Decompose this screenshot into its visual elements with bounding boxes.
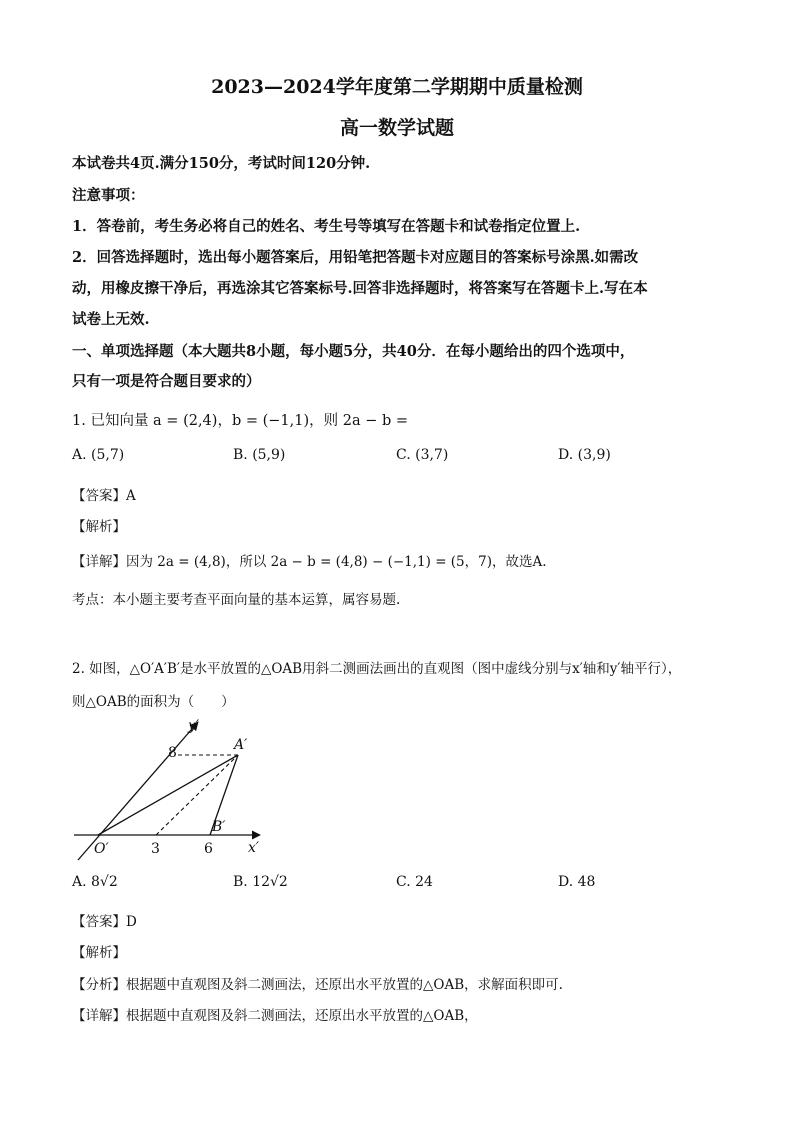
oblique-projection-figure [62,712,278,864]
tick-label-3: 3 [151,841,160,857]
q1-option-d: D. (3,9) [558,447,611,463]
page-subtitle: 高一数学试题 [339,117,454,139]
q2-option-d: D. 48 [558,874,596,890]
q1-detail: 【详解】因为 2a = (4,8)，所以 2a − b = (4,8) − (−1,1) = (5，7)，故选A. [72,554,547,570]
notice-title: 注意事项： [72,187,145,204]
exam-info: 本试卷共4页.满分150分，考试时间120分钟. [72,155,371,172]
tick-label-8: 8 [168,745,177,761]
y-axis [78,722,198,860]
label-o-prime: O′ [94,841,109,857]
question-2-stem-line-1: 2. 如图，△O′A′B′是水平放置的△OAB用斜二测画法画出的直观图（图中虚线分别与x′轴和y′轴平行）， [72,661,682,677]
q1-option-b: B. (5,9) [233,447,286,463]
question-1-stem: 1. 已知向量 a = (2,4)，b = (−1,1)，则 2a − b = [72,413,408,429]
section-heading-line-2: 只有一项是符合题目要求的） [72,373,261,390]
q2-analysis-label: 【解析】 [72,945,126,961]
page-title: 2023—2024学年度第二学期期中质量检测 [211,76,583,98]
q2-option-a: A. 8√2 [72,874,118,890]
q1-answer: 【答案】A [72,488,136,504]
q2-option-b: B. 12√2 [233,874,288,890]
q2-analysis-detail: 【分析】根据题中直观图及斜二测画法，还原出水平放置的△OAB，求解面积即可. [72,977,563,993]
label-x-prime: x′ [248,840,260,856]
notice-item-1: 1．答卷前，考生务必将自己的姓名、考生号等填写在答题卡和试卷指定位置上. [72,218,581,235]
q1-option-c: C. (3,7) [396,447,449,463]
notice-item-2-line-3: 试卷上无效. [72,311,150,328]
question-2-stem-line-2: 则△OAB的面积为（ ） [72,694,235,710]
q1-option-a: A. (5,7) [72,447,125,463]
section-heading-line-1: 一、单项选择题（本大题共8小题，每小题5分，共40分．在每小题给出的四个选项中， [72,343,635,360]
q2-detail: 【详解】根据题中直观图及斜二测画法，还原出水平放置的△OAB， [72,1008,478,1024]
q2-answer: 【答案】D [72,914,137,930]
label-y-prime: y′ [188,718,200,734]
label-b-prime: B′ [212,819,226,835]
notice-item-2-line-2: 动，用橡皮擦干净后，再选涂其它答案标号.回答非选择题时，将答案写在答题卡上.写在本 [72,280,648,297]
q1-note: 考点：本小题主要考查平面向量的基本运算，属容易题. [72,592,401,608]
label-a-prime: A′ [234,737,248,753]
tick-label-6: 6 [204,841,213,857]
notice-item-2-line-1: 2．回答选择题时，选出每小题答案后，用铅笔把答题卡对应题目的答案标号涂黑.如需改 [72,249,639,266]
q1-analysis-label: 【解析】 [72,519,126,535]
q2-option-c: C. 24 [396,874,433,890]
